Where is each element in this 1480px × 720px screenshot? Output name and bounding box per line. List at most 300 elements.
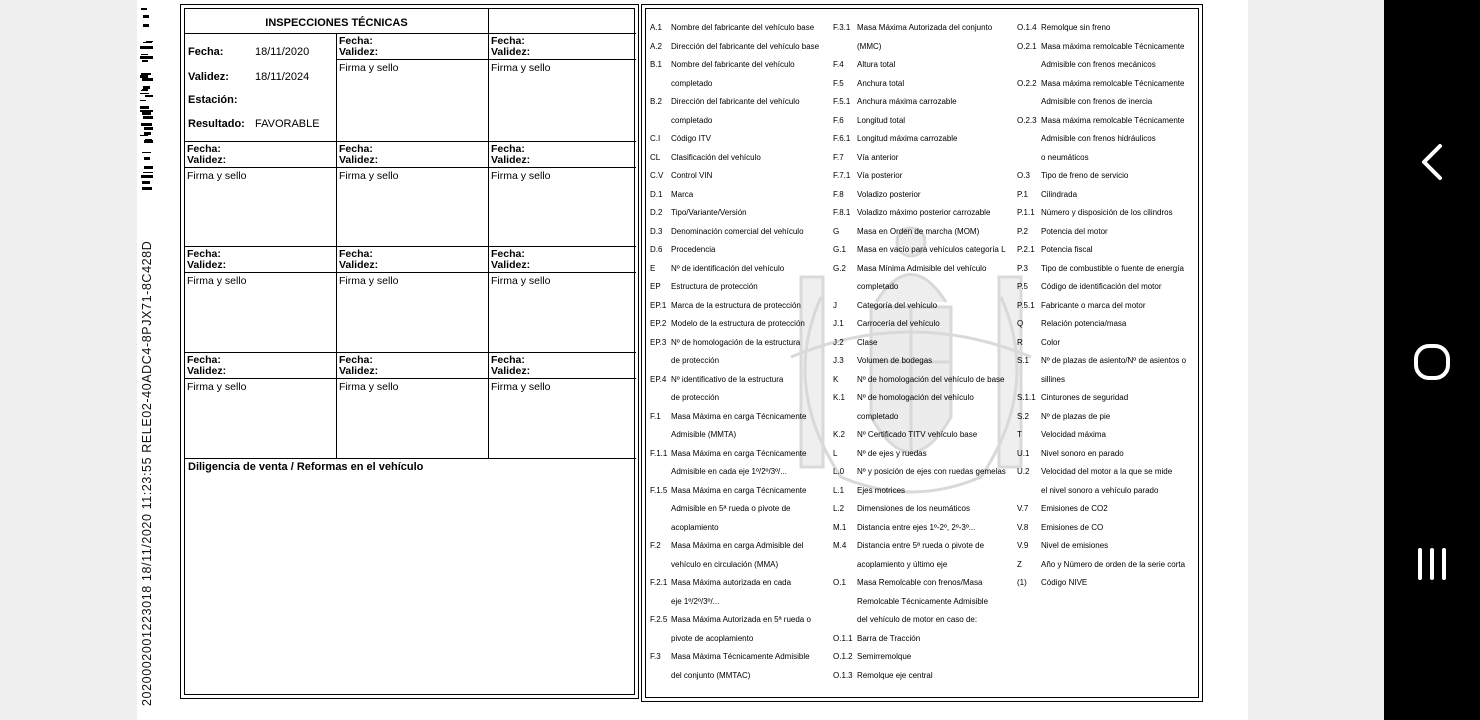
legend-row <box>650 556 830 574</box>
legend-description: Nº de homologación de la estructura <box>671 337 801 347</box>
legend-description: Admisible en 5ª rueda o pivote de <box>671 504 791 513</box>
legend-description: Control VIN <box>671 171 713 180</box>
inspection-cell-fecha: Fecha: <box>491 35 525 47</box>
legend-code: F.2 <box>650 541 661 550</box>
recent-apps-icon <box>1402 534 1462 594</box>
legend-code: J.3 <box>833 356 844 365</box>
legend-description: Masa Máxima Autorizada del conjunto <box>857 23 993 32</box>
fecha-value: 18/11/2020 <box>255 46 310 58</box>
inspection-cell-validez: Validez: <box>187 259 227 271</box>
legend-code: O.1.4 <box>1017 23 1037 32</box>
legend-row <box>1017 149 1197 167</box>
legend-row <box>1017 112 1197 130</box>
legend-row <box>1017 482 1197 500</box>
fecha-label: Fecha: <box>188 46 224 58</box>
legend-description: Masa Máxima autorizada en cada <box>671 578 792 587</box>
legend-code: G <box>833 226 840 236</box>
legend-description: Nº de homologación del vehículo de base <box>857 374 1005 384</box>
legend-code: S.2 <box>1017 411 1030 421</box>
legend-row <box>1017 463 1197 481</box>
legend-row <box>833 130 1013 148</box>
legend-row <box>650 445 830 463</box>
legend-row <box>833 241 1013 259</box>
legend-description: Nº de plazas de pie <box>1041 411 1111 421</box>
legend-description: Masa Máxima en carga Admisible del <box>671 541 804 550</box>
legend-code: D.3 <box>650 226 663 236</box>
legend-code: F.2.5 <box>650 615 668 624</box>
legend-description: Dirección del fabricante del vehículo base <box>671 41 820 51</box>
legend-description: Nivel sonoro en parado <box>1041 448 1124 458</box>
inspection-cell-validez: Validez: <box>339 259 379 271</box>
legend-description: completado <box>671 115 713 125</box>
inspection-cell-fecha: Fecha: <box>491 143 525 155</box>
validez-value: 18/11/2024 <box>255 71 310 83</box>
back-chevron-icon <box>1402 132 1462 192</box>
legend-description: Clase <box>857 337 878 347</box>
legend-row <box>650 315 830 333</box>
inspection-cell-fecha: Fecha: <box>491 248 525 260</box>
legend-row <box>650 38 830 56</box>
legend-code: J.1 <box>833 319 844 328</box>
legend-code: F.1.1 <box>650 448 668 458</box>
legend-description: Masa Mínima Admisible del vehículo <box>857 263 987 273</box>
legend-row <box>650 223 830 241</box>
legend-row <box>650 167 830 185</box>
legend-description: Nombre del fabricante del vehículo base <box>671 23 815 32</box>
legend-description: Marca de la estructura de protección <box>671 300 801 310</box>
legend-code: V.8 <box>1017 522 1029 532</box>
legend-description: acoplamiento <box>671 522 719 532</box>
inspection-cell-fecha: Fecha: <box>339 35 373 47</box>
legend-code: F.6 <box>833 115 844 125</box>
legend-row <box>833 186 1013 204</box>
legend-code: EP.3 <box>650 337 667 347</box>
legend-row <box>833 56 1013 74</box>
legend-row <box>833 537 1013 555</box>
system-navigation-bar <box>1384 0 1480 720</box>
legend-code: J <box>833 300 837 310</box>
inspection-cell-validez: Validez: <box>187 365 227 377</box>
legend-description: Nº de identificación del vehículo <box>671 263 785 273</box>
legend-row <box>833 389 1013 407</box>
legend-row <box>650 482 830 500</box>
legend-row <box>1017 93 1197 111</box>
legend-description: Remolque eje central <box>857 670 933 680</box>
legend-description: del vehículo de motor en caso de: <box>857 615 978 624</box>
inspection-cell-fecha: Fecha: <box>339 248 373 260</box>
legend-code: F.3 <box>650 652 661 661</box>
legend-row <box>1017 38 1197 56</box>
legend-code: F.7 <box>833 152 844 162</box>
legend-row <box>1017 500 1197 518</box>
inspection-cell-firma: Firma y sello <box>491 381 551 393</box>
legend-description: Nº identificativo de la estructura <box>671 374 784 384</box>
legend-row <box>650 371 830 389</box>
legend-description: Potencia fiscal <box>1041 245 1093 254</box>
legend-description: pivote de acoplamiento <box>671 633 754 643</box>
legend-row <box>1017 352 1197 370</box>
legend-description: Admisible en cada eje 1º/2º/3º/... <box>671 467 787 476</box>
legend-row <box>833 593 1013 611</box>
legend-code: (1) <box>1017 578 1027 587</box>
legend-row <box>650 204 830 222</box>
inspection-cell-firma: Firma y sello <box>491 275 551 287</box>
back-button[interactable] <box>1402 132 1462 192</box>
legend-description: Longitud total <box>857 115 906 125</box>
legend-row <box>650 260 830 278</box>
legend-code: F.2.1 <box>650 578 668 587</box>
legend-code: R <box>1017 337 1023 347</box>
legend-row <box>650 537 830 555</box>
legend-description: Nº de homologación del vehículo <box>857 393 974 402</box>
legend-code: P.2.1 <box>1017 245 1035 254</box>
legend-row <box>833 112 1013 130</box>
legend-description: Distancia entre ejes 1º-2º, 2º-3º... <box>857 522 976 532</box>
legend-description: o neumáticos <box>1041 152 1089 162</box>
legend-row <box>1017 241 1197 259</box>
resultado-label: Resultado: <box>188 118 245 130</box>
legend-description: Velocidad del motor a la que se mide <box>1041 467 1173 476</box>
legend-row <box>833 482 1013 500</box>
legend-frame <box>641 4 1203 702</box>
legend-row <box>1017 130 1197 148</box>
legend-row <box>1017 389 1197 407</box>
legend-code: C.V <box>650 171 664 180</box>
legend-row <box>833 204 1013 222</box>
legend-description: Procedencia <box>671 245 716 254</box>
legend-code: V.7 <box>1017 504 1029 513</box>
legend-description: Clasificación del vehículo <box>671 152 761 162</box>
legend-row <box>833 630 1013 648</box>
legend-code: F.5 <box>833 78 844 88</box>
legend-row <box>833 149 1013 167</box>
legend-description: Masa en vacío para vehículos categoría L <box>857 245 1006 254</box>
legend-description: Código NIVE <box>1041 578 1088 587</box>
legend-description: Nº y posición de ejes con ruedas gemelas <box>857 467 1006 476</box>
legend-description: del conjunto (MMTAC) <box>671 670 751 680</box>
estacion-label: Estación: <box>188 94 238 106</box>
legend-code: G.1 <box>833 245 846 254</box>
inspection-cell-validez: Validez: <box>491 154 531 166</box>
legend-row <box>650 630 830 648</box>
viewer-left-margin <box>0 0 137 720</box>
legend-code: V.9 <box>1017 541 1029 550</box>
legend-description: Admisible con frenos hidráulicos <box>1041 134 1156 143</box>
legend-code: S.1 <box>1017 356 1030 365</box>
legend-row <box>833 611 1013 629</box>
legend-description: Masa máxima remolcable Técnicamente <box>1041 41 1185 51</box>
legend-row <box>650 93 830 111</box>
legend-code: M.4 <box>833 541 847 550</box>
legend-code: P.5.1 <box>1017 300 1035 310</box>
legend-row <box>833 167 1013 185</box>
legend-code: D.2 <box>650 208 663 217</box>
legend-description: Cinturones de seguridad <box>1041 393 1129 402</box>
viewer-right-margin <box>1248 0 1384 720</box>
legend-code: P.1.1 <box>1017 208 1035 217</box>
inspection-cell-fecha: Fecha: <box>187 248 221 260</box>
inspection-cell-firma: Firma y sello <box>339 62 399 74</box>
legend-description: Número y disposición de los cilindros <box>1041 208 1173 217</box>
legend-row <box>1017 278 1197 296</box>
legend-description: Vía posterior <box>857 171 903 180</box>
home-button[interactable] <box>1402 332 1462 392</box>
legend-code: L <box>833 448 838 458</box>
legend-description: Masa Remolcable con frenos/Masa <box>857 578 983 587</box>
legend-code: F.7.1 <box>833 171 851 180</box>
legend-description: el nivel sonoro a vehículo parado <box>1041 485 1159 495</box>
legend-code: EP.1 <box>650 300 667 310</box>
legend-row <box>833 426 1013 444</box>
legend-row <box>833 75 1013 93</box>
legend-row <box>650 500 830 518</box>
legend-description: Masa máxima remolcable Técnicamente <box>1041 78 1185 88</box>
legend-row <box>833 556 1013 574</box>
legend-row <box>833 371 1013 389</box>
legend-code: K.1 <box>833 393 846 402</box>
inspection-cell-fecha: Fecha: <box>491 354 525 366</box>
legend-code: O.2.1 <box>1017 41 1037 51</box>
legend-row <box>1017 537 1197 555</box>
legend-code: F.5.1 <box>833 97 851 106</box>
legend-row <box>650 648 830 666</box>
inspection-cell-fecha: Fecha: <box>339 143 373 155</box>
legend-code: U.1 <box>1017 448 1030 458</box>
legend-code: F.3.1 <box>833 23 851 32</box>
legend-description: acoplamiento y último eje <box>857 559 948 569</box>
legend-description: Potencia del motor <box>1041 226 1108 236</box>
legend-row <box>1017 371 1197 389</box>
legend-description: Admisible con frenos mecánicos <box>1041 60 1156 69</box>
inspection-cell-firma: Firma y sello <box>339 275 399 287</box>
legend-description: Masa Máxima en carga Técnicamente <box>671 411 807 421</box>
legend-description: vehículo en circulación (MMA) <box>671 559 779 569</box>
legend-description: Nº Certificado TITV vehículo base <box>857 430 978 439</box>
legend-code: O.3 <box>1017 171 1030 180</box>
legend-description: Relación potencia/masa <box>1041 319 1127 328</box>
inspection-cell-validez: Validez: <box>491 46 531 58</box>
legend-row <box>833 278 1013 296</box>
legend-description: Remolque sin freno <box>1041 23 1111 32</box>
legend-code: M.1 <box>833 522 847 532</box>
legend-code: P.2 <box>1017 226 1028 236</box>
legend-row <box>1017 408 1197 426</box>
legend-row <box>833 667 1013 685</box>
inspection-cell-validez: Validez: <box>339 365 379 377</box>
legend-row <box>833 223 1013 241</box>
legend-row <box>650 241 830 259</box>
inspections-grid <box>184 8 635 695</box>
legend-description: completado <box>671 78 713 88</box>
legend-code: K.2 <box>833 430 846 439</box>
legend-description: Longitud máxima carrozable <box>857 134 958 143</box>
legend-row <box>833 519 1013 537</box>
legend-description: Masa Máxima Técnicamente Admisible <box>671 652 810 661</box>
legend-row <box>833 315 1013 333</box>
legend-code: O.1.2 <box>833 652 853 661</box>
inspection-cell-firma: Firma y sello <box>339 381 399 393</box>
legend-row <box>1017 186 1197 204</box>
legend-description: Dimensiones de los neumáticos <box>857 504 970 513</box>
legend-code: O.1 <box>833 578 846 587</box>
legend-row <box>1017 223 1197 241</box>
legend-row <box>650 389 830 407</box>
inspection-cell-validez: Validez: <box>187 154 227 166</box>
legend-description: Categoría del vehículo <box>857 300 938 310</box>
legend-code: P.3 <box>1017 263 1028 273</box>
inspection-cell-firma: Firma y sello <box>187 170 247 182</box>
legend-row <box>650 19 830 37</box>
legend-description: Carrocería del vehículo <box>857 319 940 328</box>
legend-code: L.1 <box>833 485 845 495</box>
legend-description: Remolcable Técnicamente Admisible <box>857 596 989 606</box>
inspection-cell-firma: Firma y sello <box>491 170 551 182</box>
legend-code: P.5 <box>1017 282 1028 291</box>
recent-apps-button[interactable] <box>1402 534 1462 594</box>
legend-code: EP.4 <box>650 374 667 384</box>
legend-description: Tipo de freno de servicio <box>1041 171 1129 180</box>
legend-code: L.0 <box>833 467 845 476</box>
legend-code: F.8 <box>833 189 844 199</box>
legend-description: Distancia entre 5ª rueda o pivote de <box>857 541 985 550</box>
legend-row <box>650 667 830 685</box>
inspection-cell-firma: Firma y sello <box>491 62 551 74</box>
legend-description: Estructura de protección <box>671 282 758 291</box>
document-vertical-id: 2020002001223018 18/11/2020 11:23:55 RELE02-40ADC4-8PJX71-8C428D <box>140 240 154 706</box>
legend-row <box>650 297 830 315</box>
legend-code: J.2 <box>833 337 844 347</box>
inspection-cell-validez: Validez: <box>339 154 379 166</box>
legend-code: A.2 <box>650 41 663 51</box>
legend-description: Masa Máxima en carga Técnicamente <box>671 448 807 458</box>
legend-row <box>833 260 1013 278</box>
legend-description: Velocidad máxima <box>1041 430 1106 439</box>
legend-row <box>650 611 830 629</box>
legend-description: eje 1º/2º/3º/... <box>671 596 720 606</box>
legend-row <box>833 574 1013 592</box>
legend-code: F.4 <box>833 60 844 69</box>
legend-description: Color <box>1041 337 1061 347</box>
legend-row <box>650 334 830 352</box>
legend-description: Modelo de la estructura de protección <box>671 319 805 328</box>
legend-description: Admisible con frenos de inercia <box>1041 97 1153 106</box>
legend-description: Semirremolque <box>857 652 912 661</box>
legend-row <box>650 112 830 130</box>
legend-row <box>833 352 1013 370</box>
legend-description: Altura total <box>857 60 896 69</box>
home-circle-icon <box>1402 332 1462 392</box>
legend-code: Z <box>1017 559 1022 569</box>
legend-description: Fabricante o marca del motor <box>1041 300 1146 310</box>
legend-code: P.1 <box>1017 189 1028 199</box>
legend-code: E <box>650 263 656 273</box>
legend-row <box>1017 75 1197 93</box>
legend-description: Código de identificación del motor <box>1041 282 1162 291</box>
legend-row <box>833 500 1013 518</box>
legend-row <box>833 38 1013 56</box>
legend-description: Anchura máxima carrozable <box>857 97 957 106</box>
legend-description: Masa en Orden de marcha (MOM) <box>857 226 980 236</box>
legend-description: Anchura total <box>857 78 905 88</box>
legend-code: K <box>833 374 839 384</box>
legend-description: Ejes motrices <box>857 485 906 495</box>
legend-row <box>1017 167 1197 185</box>
legend-row <box>650 574 830 592</box>
legend-description: completado <box>857 411 899 421</box>
legend-description: Masa Máxima Autorizada en 5ª rueda o <box>671 615 811 624</box>
legend-code: F.8.1 <box>833 208 851 217</box>
legend-description: Volumen de bodegas <box>857 356 933 365</box>
inspection-cell-fecha: Fecha: <box>339 354 373 366</box>
legend-row <box>1017 19 1197 37</box>
legend-row <box>650 130 830 148</box>
legend-code: Q <box>1017 319 1024 328</box>
legend-row <box>1017 556 1197 574</box>
legend-description: Voladizo máximo posterior carrozable <box>857 208 991 217</box>
legend-code: B.2 <box>650 97 663 106</box>
inspection-cell-validez: Validez: <box>491 259 531 271</box>
legend-row <box>650 426 830 444</box>
legend-row <box>833 19 1013 37</box>
legend-description: Nivel de emisiones <box>1041 541 1109 550</box>
legend-row <box>1017 297 1197 315</box>
legend-code: F.1 <box>650 411 661 421</box>
legend-description: Emisiones de CO <box>1041 522 1104 532</box>
legend-description: Masa Máxima en carga Técnicamente <box>671 485 807 495</box>
legend-row <box>1017 204 1197 222</box>
resultado-value: FAVORABLE <box>255 118 320 130</box>
legend-code: O.2.2 <box>1017 78 1037 88</box>
legend-description: Cilindrada <box>1041 189 1078 199</box>
legend-row <box>833 93 1013 111</box>
legend-description: Tipo de combustible o fuente de energía <box>1041 263 1184 273</box>
legend-description: Vía anterior <box>857 152 899 162</box>
legend-description: Voladizo posterior <box>857 189 921 199</box>
legend-description: Nº de plazas de asiento/Nº de asientos o <box>1041 356 1187 365</box>
legend-description: Código ITV <box>671 134 712 143</box>
legend-code: D.6 <box>650 245 663 254</box>
inspections-frame <box>180 4 639 699</box>
legend-row <box>650 519 830 537</box>
legend-description: completado <box>857 282 899 291</box>
diligencia-heading: Diligencia de venta / Reformas en el vehículo <box>188 461 424 473</box>
legend-code: U.2 <box>1017 467 1030 476</box>
inspection-cell-fecha: Fecha: <box>187 143 221 155</box>
legend-panel <box>645 8 1199 698</box>
legend-description: Barra de Tracción <box>857 633 921 643</box>
legend-description: (MMC) <box>857 41 882 51</box>
validez-label: Validez: <box>188 71 229 83</box>
legend-code: L.2 <box>833 504 845 513</box>
legend-description: Admisible (MMTA) <box>671 430 737 439</box>
legend-description: Tipo/Variante/Versión <box>671 208 747 217</box>
legend-description: Denominación comercial del vehículo <box>671 226 804 236</box>
legend-code: EP <box>650 282 661 291</box>
legend-row <box>833 334 1013 352</box>
inspections-title: INSPECCIONES TÉCNICAS <box>265 17 408 29</box>
legend-row <box>650 463 830 481</box>
legend-row <box>833 408 1013 426</box>
legend-code: CL <box>650 152 661 162</box>
legend-code: T <box>1017 430 1022 439</box>
legend-row <box>1017 519 1197 537</box>
legend-row <box>650 408 830 426</box>
legend-row <box>650 75 830 93</box>
inspection-cell-fecha: Fecha: <box>187 354 221 366</box>
legend-description: Masa máxima remolcable Técnicamente <box>1041 115 1185 125</box>
legend-row <box>650 149 830 167</box>
legend-row <box>1017 574 1197 592</box>
